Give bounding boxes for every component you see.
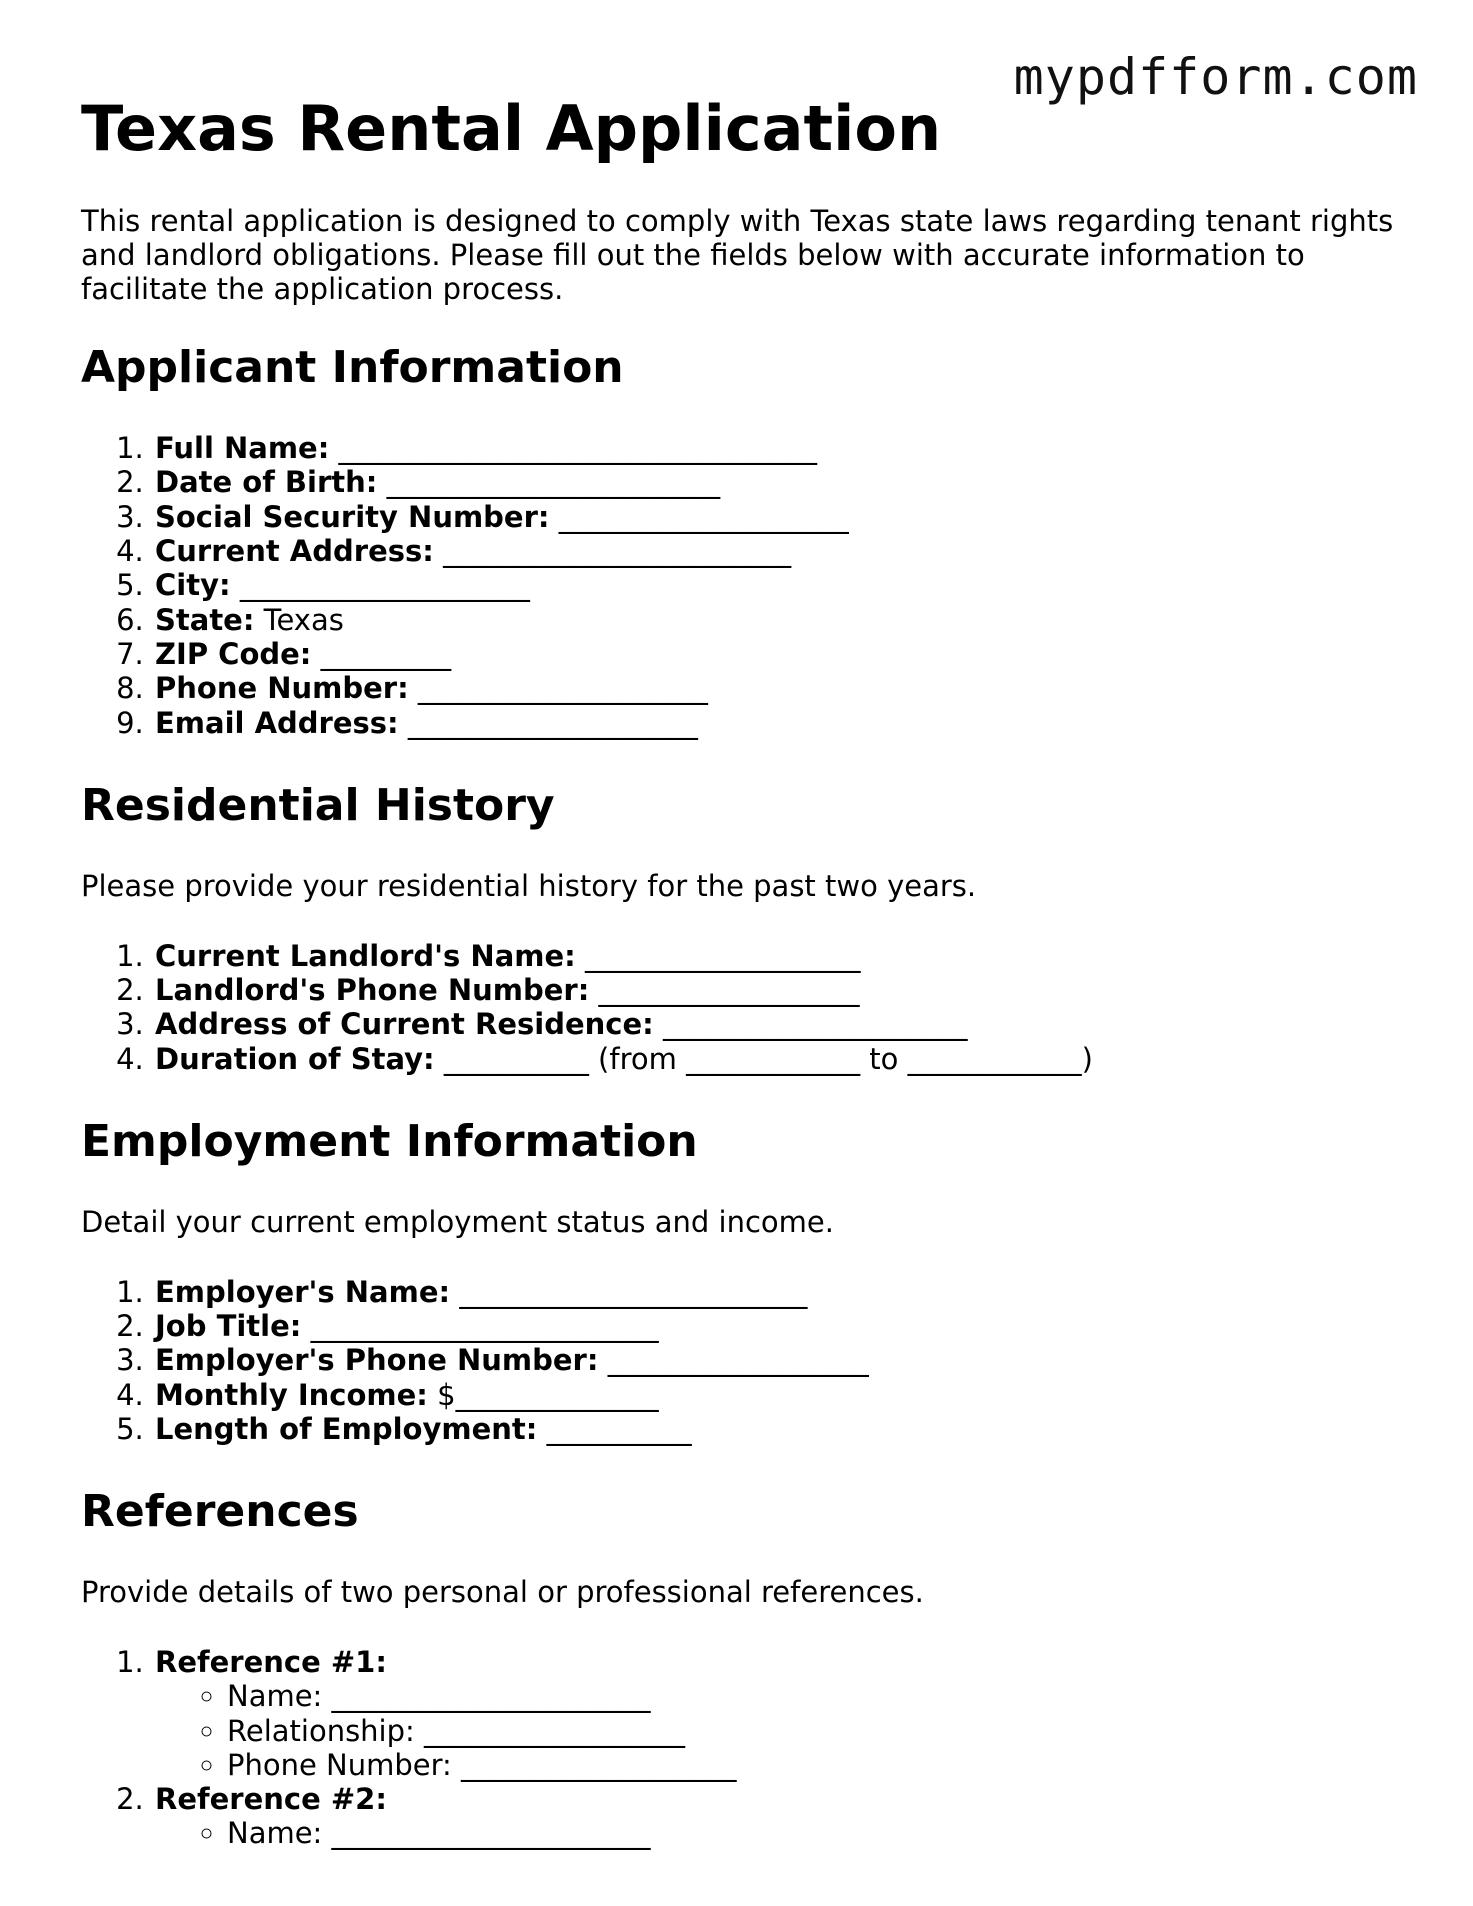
field-blank[interactable]: ________________________ — [459, 1274, 808, 1309]
field-job-title — [153, 1309, 1421, 1343]
field-label: ZIP Code: — [155, 636, 312, 671]
field-current-residence-address — [153, 1007, 1421, 1041]
reference-1-phone[interactable]: ◦ Phone Number: ___________________ — [227, 1748, 1421, 1782]
field-label: Address of Current Residence: — [155, 1007, 654, 1042]
field-blank[interactable]: ____________________ — [407, 705, 698, 740]
field-blank[interactable]: _________________________________ — [338, 431, 818, 466]
reference-label: Reference #2: — [155, 1782, 387, 1817]
field-employer-name — [153, 1275, 1421, 1309]
field-phone-number — [153, 671, 1421, 705]
employment-intro: Detail your current employment status and income. — [81, 1204, 834, 1239]
field-blank[interactable]: ________________________ — [310, 1308, 659, 1343]
field-blank[interactable]: ____________________ — [239, 568, 530, 603]
field-blank[interactable]: __________ (from ____________ to ____________) — [443, 1041, 1093, 1076]
field-city — [153, 568, 1421, 602]
field-label: Current Address: — [155, 534, 434, 569]
residential-intro: Please provide your residential history for the past two years. — [81, 868, 977, 903]
field-zip-code — [153, 637, 1421, 671]
page-title: Texas Rental Application — [81, 92, 942, 165]
reference-1-relationship[interactable]: ◦ Relationship: __________________ — [227, 1714, 1421, 1748]
references-intro: Provide details of two personal or professional references. — [81, 1574, 924, 1609]
section-heading-residential: Residential History — [81, 779, 555, 831]
document-page — [81, 92, 1421, 1891]
residential-fields-list — [81, 939, 1421, 1076]
field-label: Landlord's Phone Number: — [155, 972, 590, 1007]
field-monthly-income — [153, 1378, 1421, 1412]
field-label: Social Security Number: — [155, 499, 550, 534]
watermark: mypdfform.com — [1013, 48, 1418, 106]
field-full-name — [153, 431, 1421, 465]
reference-1-fields — [155, 1679, 1421, 1782]
field-blank[interactable]: ____________________ — [558, 499, 849, 534]
reference-2 — [153, 1782, 1421, 1851]
field-label: Full Name: — [155, 431, 330, 466]
field-date-of-birth — [153, 465, 1421, 499]
field-blank[interactable]: ________________________ — [443, 534, 792, 569]
field-label: State: — [155, 602, 255, 637]
field-blank[interactable]: ___________________ — [584, 938, 861, 973]
field-state — [153, 603, 1421, 637]
field-blank[interactable]: _____________________ — [662, 1007, 968, 1042]
field-email-address — [153, 706, 1421, 740]
field-landlord-phone — [153, 973, 1421, 1007]
field-label: Current Landlord's Name: — [155, 938, 576, 973]
field-label: Duration of Stay: — [155, 1041, 435, 1076]
field-blank[interactable]: __________________ — [598, 972, 860, 1007]
field-blank[interactable]: _________ — [320, 636, 452, 671]
references-list — [81, 1645, 1421, 1851]
field-label: Email Address: — [155, 705, 399, 740]
reference-label: Reference #1: — [155, 1644, 387, 1679]
field-blank[interactable]: $______________ — [437, 1377, 659, 1412]
field-label: Employer's Phone Number: — [155, 1343, 599, 1378]
field-value: Texas — [263, 602, 344, 637]
field-label: Employer's Name: — [155, 1274, 451, 1309]
field-label: Job Title: — [155, 1308, 302, 1343]
field-duration-of-stay — [153, 1042, 1421, 1076]
field-blank[interactable]: _______________________ — [386, 465, 721, 500]
reference-1-name[interactable]: ◦ Name: ______________________ — [227, 1679, 1421, 1713]
section-heading-employment: Employment Information — [81, 1115, 698, 1167]
field-label: Phone Number: — [155, 671, 409, 706]
field-label: Monthly Income: — [155, 1377, 428, 1412]
field-current-address — [153, 534, 1421, 568]
intro-paragraph: This rental application is designed to comply with Texas state laws regarding tenant rights and landlord obligations. Please fill out the fields below with accurate information to facilitate the application process. — [81, 204, 1394, 307]
section-heading-references: References — [81, 1486, 359, 1538]
field-blank[interactable]: ____________________ — [417, 671, 708, 706]
reference-2-name[interactable]: ◦ Name: ______________________ — [227, 1816, 1421, 1850]
field-landlord-name — [153, 939, 1421, 973]
reference-2-fields — [155, 1816, 1421, 1850]
field-ssn — [153, 500, 1421, 534]
field-label: City: — [155, 568, 231, 603]
field-employer-phone — [153, 1343, 1421, 1377]
field-label: Length of Employment: — [155, 1411, 538, 1446]
reference-1 — [153, 1645, 1421, 1782]
applicant-fields-list — [81, 431, 1421, 740]
field-blank[interactable]: __________________ — [607, 1343, 869, 1378]
field-label: Date of Birth: — [155, 465, 378, 500]
section-heading-applicant: Applicant Information — [81, 342, 624, 394]
field-length-of-employment — [153, 1412, 1421, 1446]
field-blank[interactable]: __________ — [546, 1411, 692, 1446]
employment-fields-list — [81, 1275, 1421, 1446]
